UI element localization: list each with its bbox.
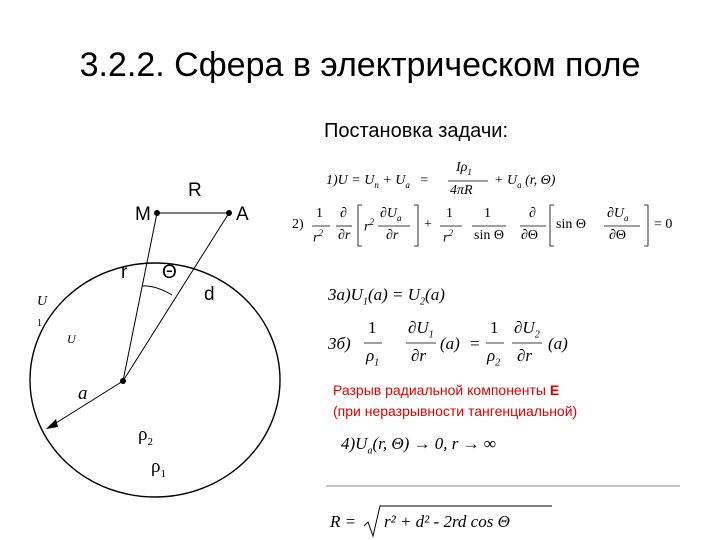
- label-d: d: [204, 284, 215, 305]
- eq2-partial-a: ∂: [340, 206, 347, 221]
- eq2-sin-a: sin Θ: [474, 228, 504, 243]
- eq2-r2-a: $r^2$: [313, 228, 323, 246]
- label-u-outer-sub: 1: [37, 318, 42, 329]
- label-m: M: [135, 204, 151, 225]
- eq3b-rho1: $\rho_1$: [366, 346, 380, 369]
- equation-distance-lhs: R =: [330, 512, 357, 531]
- eq3b-equals: =: [470, 334, 480, 353]
- label-u-inner: U: [67, 332, 76, 346]
- radius-arrowhead: [46, 419, 58, 429]
- eq3b-dr-b: ∂r: [517, 346, 533, 365]
- label-rho2: $\rho_2$: [138, 424, 153, 448]
- eq3b-arg-a: (a): [440, 334, 460, 353]
- eq2-dtheta-b: ∂Θ: [609, 228, 627, 243]
- line-r: [123, 213, 157, 381]
- eq2-r2-c: $r^2$: [443, 228, 453, 246]
- theta-arc: [142, 286, 172, 295]
- equation-distance-radicand: r² + d² - 2rd cos Θ: [384, 512, 510, 531]
- equation-4: $4)U_a(r$, Θ) → 0, r → ∞: [341, 434, 497, 457]
- page-title: 3.2.2. Сфера в электрическом поле: [79, 46, 641, 84]
- eq2-dtheta-a: ∂Θ: [521, 228, 539, 243]
- eq2-one-b: 1: [446, 206, 453, 221]
- equation-2-label: 2): [292, 217, 304, 232]
- eq3b-du1: $\partial U_1$: [408, 318, 434, 341]
- eq3b-one-a: 1: [368, 318, 377, 337]
- label-rho1: $\rho_1$: [151, 456, 166, 480]
- equation-1-numerator: $I\rho_1$: [456, 160, 472, 177]
- problem-statement-heading: Постановка задачи:: [324, 120, 509, 142]
- eq2-one-a: 1: [316, 206, 323, 221]
- label-u-outer: U: [37, 294, 48, 309]
- label-a: A: [236, 204, 249, 225]
- label-r: r: [121, 262, 128, 283]
- equation-1-tail: + $U_a$ (r, Θ): [494, 173, 556, 190]
- eq2-dr-a: ∂r: [338, 228, 351, 243]
- eq2-partial-b: ∂: [529, 206, 536, 221]
- discontinuity-note: Разрыв радиальной компоненты E (при неразрывности тангенциальной): [333, 382, 578, 419]
- eq3b-du2: $\partial U_2$: [514, 318, 540, 341]
- eq2-zero: = 0: [654, 217, 673, 232]
- equation-3a: $3a)U_1(a) = U_2(a)$: [328, 285, 445, 308]
- eq2-dua-a: $\partial U_a$: [380, 206, 402, 223]
- eq3b-arg-b: (a): [548, 334, 568, 353]
- label-theta: Θ: [162, 262, 177, 283]
- eq3b-one-b: 1: [490, 318, 499, 337]
- eq3b-rho2: $\rho_2$: [487, 346, 501, 369]
- eq2-one-c: 1: [484, 206, 491, 221]
- eq2-r2-b: $r^2$: [364, 217, 374, 235]
- eq2-dua-b: $\partial U_a$: [607, 206, 629, 223]
- eq2-plus: +: [424, 217, 432, 232]
- label-radius-a: a: [78, 383, 88, 404]
- eq2-sin-b: sin Θ: [556, 217, 586, 232]
- equation-1: $1)U = U_п + U_a$ =: [326, 173, 429, 190]
- equation-1-denominator: 4πR: [450, 183, 473, 198]
- eq2-dr-b: ∂r: [386, 228, 399, 243]
- equation-3b-label: 3б): [328, 334, 351, 353]
- eq3b-dr-a: ∂r: [411, 346, 427, 365]
- label-big-r: R: [188, 180, 202, 201]
